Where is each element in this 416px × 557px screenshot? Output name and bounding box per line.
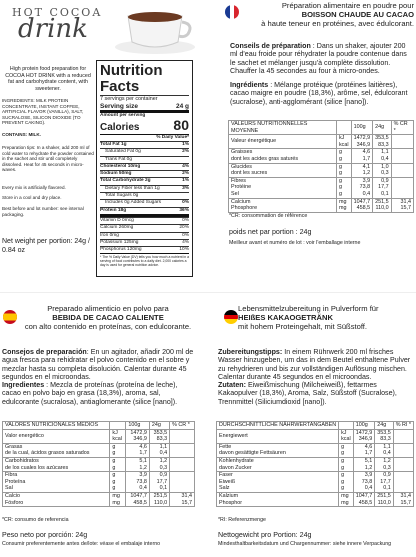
nutrient-daily-value: 0% [182,200,189,206]
table-cell [170,443,195,457]
vitamin-label: Calcium 260mg [100,225,134,231]
table-cell: Faser Eiweiß Salz [217,472,339,493]
servings-per-container: 7 servings per container [100,95,189,103]
de-ingredients-text: Eiweißmischung (Milcheiweiß), fettarmes Kakaopulver (18,3%), Aroma, Salz, Süßstoff (Sucralose), Trennmittel (Siliciumdioxid [nano]). [218,381,397,406]
table-cell: 1047,7 458,5 [351,198,373,212]
table-header-cell [336,121,351,135]
table-cell: 4,6 1,7 [126,443,150,457]
fr-table [228,120,414,213]
table-row [3,429,195,443]
nutrient-label: Saturated Fat 0g [105,149,141,155]
table-header-row [3,422,195,430]
nutrient-label: Protein 18g [100,207,127,213]
table-cell: 31,4 15,7 [391,198,413,212]
vitamin-row [100,217,189,224]
de-ingredients [218,381,414,406]
table-cell: 0,9 17,7 0,1 [373,177,392,198]
table-cell [393,429,413,443]
nutrition-facts-panel [96,60,193,277]
table-cell: 1047,7 458,5 [353,492,375,506]
table-row [229,149,414,163]
table-cell: 353,5 83,3 [149,429,169,443]
table-cell: 4,6 1,7 [353,443,375,457]
de-heading [238,305,416,331]
table-header-cell [339,422,354,430]
nutrient-daily-value: 36% [179,207,189,213]
table-row [229,135,414,149]
nutrient-label: Includes 0g Added Sugars [105,200,162,206]
table-row [217,429,414,443]
table-cell: Graisses dont les acides gras saturés [229,149,337,163]
spain-flag-icon [3,310,17,324]
de-preparation-tips [218,348,414,382]
table-cell: 1,2 0,3 [149,457,169,471]
table-row [3,443,195,457]
table-cell: Valeur énergétique [229,135,337,149]
es-preparation-text: : En un agitador, añadir 200 ml de agua fresca para rehidratar el polvo contenido en el sobre y mezclar hasta su completa disolución. Calentar durante 45 segundos en el microondas. [2,348,194,382]
table-cell: 1472,9 346,9 [353,429,375,443]
table-cell: kJ kcal [110,429,126,443]
nutrition-facts-title: Nutrition Facts [100,62,163,95]
serving-size-label: Serving size [100,102,138,110]
vitamin-label: Phosphorus 120mg [100,247,142,253]
vitamin-row [100,224,189,231]
table-header-row [229,121,414,135]
table-cell [393,457,413,471]
table-cell: g g g [110,472,126,493]
table-cell: 4,6 1,7 [351,149,373,163]
us-net-weight: Net weight per portion: 24g / 0.84 oz [2,238,90,254]
logo-title: HOT COCOA [12,6,103,19]
table-header-cell: 24g [375,422,394,430]
nutrient-row [100,163,189,170]
table-row [3,457,195,471]
amount-per-serving: Amount per serving [100,110,189,119]
daily-value-header: % Daily Value* [100,134,189,141]
table-cell: 0,9 17,7 0,1 [149,472,169,493]
nutrient-daily-value: 4% [182,163,189,169]
us-prep-tips: Preparation tips: In a shaker, add 200 ml of cold water to rehydrate the powder contained in the sachet and stir until completely dissolved. Heat for 45 seconds in micro-waves. [2,145,94,173]
table-cell: g g [110,457,126,471]
table-cell: Glucides dont les sucres [229,163,337,177]
nutrient-row [100,207,189,214]
table-header-cell: % RI * [393,422,413,430]
table-cell: g g g [336,177,351,198]
fr-net-weight: poids net par portion : 24g [229,228,312,236]
table-header-cell: VALORES NUTRICIONALES MEDIOS [3,422,110,430]
fr-ingredients-text: : Mélange protéique (protéines laitières), cacao maigre en poudre (18,3%), arôme, sel, édulcorant (sucralose), anti-agglomérant (silice [nano]). [230,81,408,106]
fr-heading-product: BOISSON CHAUDE AU CACAO [301,9,414,19]
table-cell: 5,1 1,2 [126,457,150,471]
vitamin-daily-value: 4% [182,239,189,245]
table-cell: g g [336,163,351,177]
table-cell: g g [339,457,354,471]
vitamin-row [100,246,189,253]
nutrient-daily-value: 1% [182,142,189,147]
table-cell: 1,0 0,3 [373,163,392,177]
table-cell [391,135,413,149]
es-preparation-label: Consejos de preparación [2,348,87,356]
table-row [217,492,414,506]
nutrient-row [100,199,189,206]
table-cell: 1,1 0,4 [149,443,169,457]
table-cell [391,163,413,177]
nutrient-row [100,156,189,163]
es-ingredients-label: Ingredientes [2,381,45,389]
table-cell: 4,1 1,2 [351,163,373,177]
es-ingredients [2,381,198,406]
vitamin-label: Vitamin D 0mcg [100,217,134,223]
nutrient-label: Total Sugars 0g [105,193,139,199]
table-cell: kJ kcal [336,135,351,149]
table-cell: 1472,9 346,9 [126,429,150,443]
table-cell: 1047,7 458,5 [126,492,150,506]
nutrient-daily-value: 1% [182,178,189,184]
fr-preparation-tips [230,42,414,76]
fr-heading-line3: à haute teneur en protéines, avec édulcorant. [261,18,414,28]
us-flavor-note: Every mix is artificially flavored. [2,185,66,190]
fr-ingredients [230,81,414,106]
serving-size-row [100,103,189,111]
vitamin-label: Iron 0mg [100,232,119,238]
table-cell [393,472,413,493]
vitamin-rows [100,214,189,253]
fr-best-before: Meilleur avant et numéro de lot : voir l'emballage interne [229,240,361,246]
table-header-row [217,422,414,430]
table-cell: g g [339,443,354,457]
calories-value: 80 [173,117,189,133]
nutrient-daily-value: 2% [182,171,189,177]
table-cell: 251,5 110,0 [375,492,394,506]
vitamin-row [100,239,189,246]
table-cell: Calcio Fósforo [3,492,110,506]
nutrient-label: Total Carbohydrate 2g [100,178,151,184]
table-cell: 31,4 15,7 [170,492,195,506]
es-nutrition-table [2,421,195,507]
table-cell [391,149,413,163]
table-cell [170,472,195,493]
us-best-before: Best before and lot number: see internal packaging. [2,206,84,217]
table-row [229,198,414,212]
es-heading-product: BEBIDA DE CACAO CALIENTE [52,312,164,322]
table-cell: 1,2 0,3 [375,457,394,471]
es-preparation-tips [2,348,198,382]
fr-ingredients-label: Ingrédients [230,81,269,89]
de-preparation-text: In einem Rührwerk 200 ml frisches Wasser hinzugeben, um das in dem Beutel enthaltene Pulver zu rehydrieren und bis zur vollständigen Auflösung mischen. Calentar durante 45 segundos en el microondas. [218,348,411,382]
table-cell: g g [336,149,351,163]
es-net-weight: Peso neto por porción: 24g [2,531,88,539]
table-cell: 1472,9 346,9 [351,135,373,149]
de-preparation-label: Zubereitungstipps: [218,348,283,356]
nutrient-row [100,141,189,148]
table-cell: Kohlenhydrate davon Zucker [217,457,339,471]
es-ingredients-text: : Mezcla de proteínas (proteína de leche), cacao en polvo bajo en grasa (18,3%), aroma, sal, edulcorante (sucralosa), antiaglomerante (silice [nano]). [2,381,178,406]
table-header-cell: DURCHSCHNITTLICHE NÄHRWERTANGABEN [217,422,339,430]
fr-heading-line1: Préparation alimentaire en poudre pour [281,1,414,10]
section-divider [0,292,416,293]
de-reference-note: *RI: Referenzmenge [218,517,266,523]
table-cell [170,457,195,471]
table-cell: mg mg [339,492,354,506]
table-header-cell: 100g [126,422,150,430]
de-ingredients-label: Zutaten: [218,381,246,389]
vitamin-daily-value: 10% [179,247,189,253]
fr-nutrition-table [228,120,414,213]
table-cell: 3,9 73,8 0,4 [351,177,373,198]
table-header-cell: 100g [351,121,373,135]
es-table [2,421,195,507]
nutrient-rows [100,141,189,214]
fr-preparation-text: : Dans un shaker, ajouter 200 ml d'eau froide pour réhydrater la poudre contenue dans le sachet et mélanger jusqu'à complète dissolution. Chauffer la 45 secondes au four à micro-ondes. [230,42,407,76]
table-cell: kJ kcal [339,429,354,443]
fr-heading [232,2,414,28]
table-cell: mg mg [110,492,126,506]
nutrient-label: Dietary Fiber less than 1g [105,185,160,191]
table-cell: 0,9 17,7 0,1 [375,472,394,493]
es-heading [18,305,198,331]
table-cell: Energiewert [217,429,339,443]
table-row [3,492,195,506]
cocoa-cup-image [100,2,208,56]
logo-script: drink [18,14,88,44]
vitamin-daily-value: 0% [182,232,189,238]
table-cell: 5,1 1,2 [353,457,375,471]
nutrient-label: Total Fat 1g [100,142,127,147]
table-header-cell: VALEURS NUTRITIONNELLES MOYENNE [229,121,337,135]
table-cell: g g g [339,472,354,493]
table-cell [393,443,413,457]
nutrient-daily-value: 2% [182,149,189,155]
de-heading-product: HEIßES KAKAOGETRÄNK [238,312,333,322]
es-best-before: Consumir preferentemente antes de/lote: véase el embalaje interno [2,541,161,547]
nutrient-row [100,192,189,199]
table-row [217,472,414,493]
us-storage-note: Store in a cool and dry place. [2,195,62,200]
table-cell: 251,5 110,0 [149,492,169,506]
calories-label: Calories [100,122,140,133]
table-cell: 353,5 83,3 [373,135,392,149]
table-row [3,472,195,493]
table-row [229,163,414,177]
vitamin-label: Potassium 125mg [100,239,139,245]
table-row [217,457,414,471]
nutrient-row [100,177,189,184]
table-row [217,443,414,457]
table-cell: 353,5 83,3 [375,429,394,443]
table-cell [170,429,195,443]
table-cell: Calcium Phosphore [229,198,337,212]
table-cell: 251,5 110,0 [373,198,392,212]
de-nutrition-table [216,421,414,507]
es-heading-line3: con alto contenido en proteínas, con edulcorante. [24,321,192,331]
table-cell: Fette davon gesättigte Fettsäuren [217,443,339,457]
de-heading-line1: Lebensmittelzubereitung in Pulverform für [238,304,379,313]
vitamin-daily-value: 20% [179,225,189,231]
nutrient-label: Sodium 50mg [100,171,132,177]
table-cell: 1,1 0,4 [375,443,394,457]
nutrient-row [100,148,189,155]
table-cell: 3,9 73,8 0,4 [353,472,375,493]
table-header-cell: 24g [149,422,169,430]
es-reference-note: *CR: consumo de referencia [2,517,69,523]
table-cell: 1,1 0,4 [373,149,392,163]
de-best-before: Mindesthaltbarkeitsdatum und Chargennummer: siehe innere Verpackung [218,541,392,547]
table-cell: mg mg [336,198,351,212]
serving-size-value: 24 g [175,102,189,110]
de-heading-line3: mit hohem Proteingehalt, mit Süßstoff. [238,321,368,331]
table-cell: Fibres Protéine Sel [229,177,337,198]
us-contains: CONTAINS: MILK. [2,132,41,137]
table-header-cell: % CR * [170,422,195,430]
table-cell: Fibra Proteína Sal [3,472,110,493]
fr-reference-note: *CR: consommation de référence [229,213,308,219]
nutrient-daily-value: 3% [182,185,189,191]
table-header-cell: % CR * [391,121,413,135]
nutrient-row [100,185,189,192]
es-heading-line1: Preparado alimenticio en polvo para [47,304,169,313]
nutrient-label: Trans Fat 0g [105,156,133,162]
table-cell: 31,4 15,7 [393,492,413,506]
table-header-cell: 100g [353,422,375,430]
table-cell: Grasas de la cual, ácidos grasos saturados [3,443,110,457]
daily-value-footnote: * The % Daily Value (DV) tells you how much a nutrient in a serving of food contributes to a daily diet. 2,000 calories a day is used for general nutrition advice. [100,255,190,268]
table-row [229,177,414,198]
de-table [216,421,414,507]
de-net-weight: Nettogewicht pro Portion: 24g [218,531,312,539]
table-cell: Carbohidratos de los cuales los azúcares [3,457,110,471]
table-cell: Valor energético [3,429,110,443]
calories-row [100,119,189,134]
vitamin-daily-value: 0% [182,217,189,223]
table-cell: 3,9 73,8 0,4 [126,472,150,493]
fr-preparation-label: Conseils de préparation [230,42,311,50]
germany-flag-icon [224,310,238,324]
us-description: High protein food preparation for COCOA HOT DRINK with a reduced fat and carbohydrate content, with sweetener. [5,66,91,92]
vitamin-row [100,232,189,239]
table-cell: Kalzium Phosphor [217,492,339,506]
table-header-cell: 24g [373,121,392,135]
table-cell [391,177,413,198]
nutrient-label: Cholesterol 10mg [100,163,141,169]
us-ingredients: INGREDIENTS: MILK PROTEIN CONCENTRATE, INSTANT COFFEE, ARTIFICIAL FLAVOR (VANILLA), SALT, SUCRALOSE, SILICON DIOXIDE (TO PREVENT CAKING). [2,98,84,126]
table-header-cell [110,422,126,430]
table-cell: g g [110,443,126,457]
nutrient-row [100,170,189,177]
